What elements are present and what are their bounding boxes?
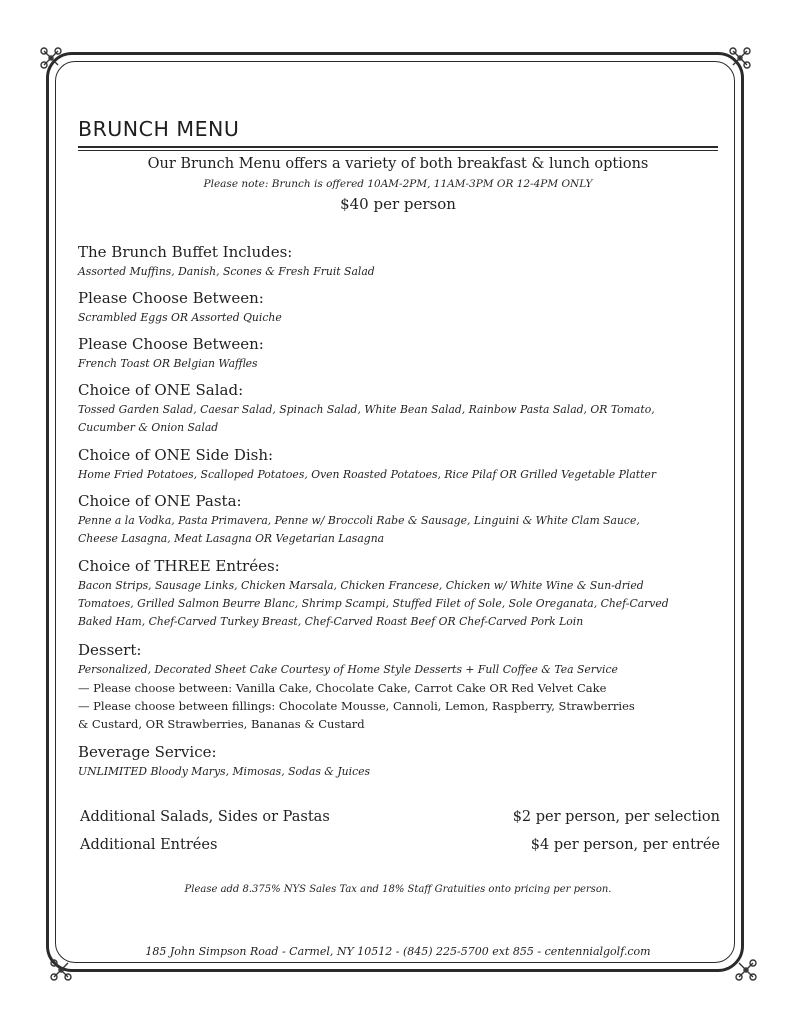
section-heading: Choice of ONE Side Dish: [78, 446, 274, 464]
section-item-line: Cheese Lasagna, Meat Lasagna OR Vegetarian Lasagna [78, 532, 385, 545]
section-items [78, 577, 718, 631]
section-items: Scrambled Eggs OR Assorted Quiche [78, 311, 282, 324]
section-item-line: Tomatoes, Grilled Salmon Beurre Blanc, Shrimp Scampi, Stuffed Filet of Sole, Sole Oreganata, Chef-Carved [78, 597, 669, 610]
section-item-line: Cucumber & Onion Salad [78, 421, 219, 434]
section-items: Assorted Muffins, Danish, Scones & Fresh Fruit Salad [78, 265, 375, 278]
section-heading: Choice of THREE Entrées: [78, 557, 280, 575]
section-items [78, 512, 718, 548]
menu-section-side [78, 445, 718, 484]
flourish-icon [731, 955, 761, 985]
intro-note: Please note: Brunch is offered 10AM-2PM, 11AM-3PM OR 12-4PM ONLY [203, 178, 593, 190]
section-heading: Please Choose Between: [78, 289, 264, 307]
section-items: Home Fried Potatoes, Scalloped Potatoes, Oven Roasted Potatoes, Rice Pilaf OR Grilled Vegetable Platter [78, 468, 656, 481]
title-rule-thin [78, 150, 718, 151]
section-heading: Choice of ONE Pasta: [78, 492, 242, 510]
dessert-option-line: — Please choose between fillings: Chocolate Mousse, Cannoli, Lemon, Raspberry, Strawberries [78, 699, 635, 713]
tax-note: Please add 8.375% NYS Sales Tax and 18% Staff Gratuities onto pricing per person. [184, 884, 612, 895]
menu-section-buffet [78, 242, 718, 281]
extra-price-row [80, 809, 720, 825]
flourish-icon [46, 955, 76, 985]
menu-section-toast [78, 334, 718, 373]
extra-price: $4 per person, per entrée [530, 837, 720, 853]
menu-section-beverage [78, 742, 718, 781]
section-heading: Choice of ONE Salad: [78, 381, 244, 399]
section-heading: Beverage Service: [78, 743, 217, 761]
section-item-line: Baked Ham, Chef-Carved Turkey Breast, Chef-Carved Roast Beef OR Chef-Carved Pork Loin [78, 615, 584, 628]
menu-section-dessert [78, 640, 718, 733]
extra-price: $2 per person, per selection [512, 809, 720, 825]
section-items [78, 401, 718, 437]
section-item-line: Penne a la Vodka, Pasta Primavera, Penne w/ Broccoli Rabe & Sausage, Linguini & White Clam Sauce, [78, 514, 640, 527]
dessert-option-line: & Custard, OR Strawberries, Bananas & Custard [78, 717, 365, 731]
extra-label: Additional Entrées [80, 837, 218, 853]
section-heading: The Brunch Buffet Includes: [78, 243, 293, 261]
section-items: Personalized, Decorated Sheet Cake Courtesy of Home Style Desserts + Full Coffee & Tea Service [78, 663, 618, 676]
flourish-icon [36, 43, 66, 73]
section-item-line: Tossed Garden Salad, Caesar Salad, Spinach Salad, White Bean Salad, Rainbow Pasta Salad, OR Tomato, [78, 403, 655, 416]
section-heading: Please Choose Between: [78, 335, 264, 353]
extra-label: Additional Salads, Sides or Pastas [80, 809, 330, 825]
flourish-icon [725, 43, 755, 73]
menu-section-entrees [78, 556, 718, 631]
section-heading: Dessert: [78, 641, 142, 659]
menu-section-eggs [78, 288, 718, 327]
section-item-line: Bacon Strips, Sausage Links, Chicken Marsala, Chicken Francese, Chicken w/ White Wine & Sun-dried [78, 579, 644, 592]
section-items: UNLIMITED Bloody Marys, Mimosas, Sodas & Juices [78, 765, 371, 778]
intro-price: $40 per person [340, 195, 456, 213]
footer-contact: 185 John Simpson Road - Carmel, NY 10512 - (845) 225-5700 ext 855 - centennialgolf.com [145, 945, 651, 958]
extra-price-row [80, 837, 720, 853]
menu-section-salad [78, 380, 718, 437]
intro-headline: Our Brunch Menu offers a variety of both breakfast & lunch options [147, 156, 649, 172]
page-title: BRUNCH MENU [78, 117, 240, 141]
title-rule [78, 146, 718, 148]
menu-section-pasta [78, 491, 718, 548]
dessert-option-line: — Please choose between: Vanilla Cake, Chocolate Cake, Carrot Cake OR Red Velvet Cake [78, 681, 607, 695]
section-items: French Toast OR Belgian Waffles [78, 357, 258, 370]
